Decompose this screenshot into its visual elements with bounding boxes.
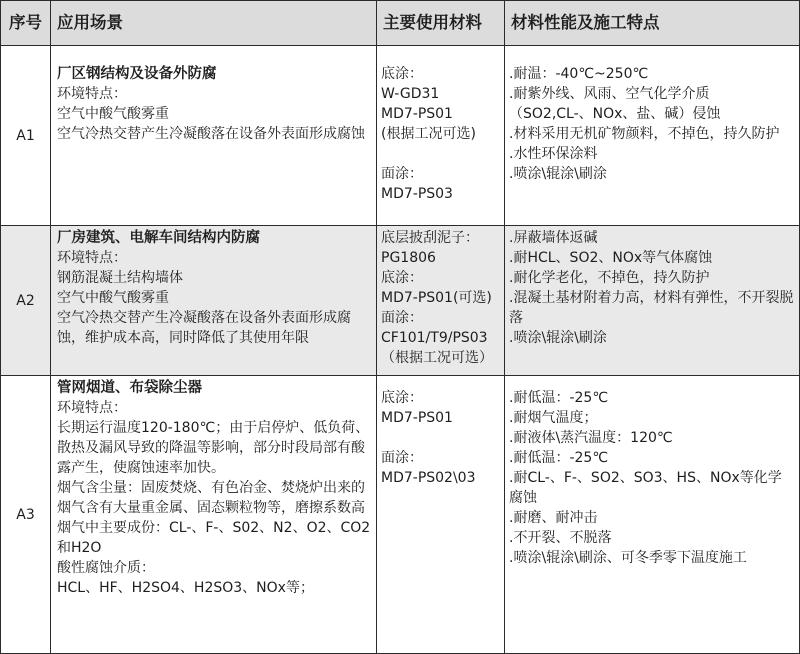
feature-line: （SO2,CL-、NOx、盐、碱）侵蚀 bbox=[509, 106, 721, 122]
scene-line: 空气冷热交替产生冷凝酸落在设备外表面形成腐蚀，维护成本高，同时降低了其使用年限 bbox=[57, 310, 351, 346]
scene-line: 空气中酸气酸雾重 bbox=[57, 106, 169, 122]
table-row bbox=[1, 376, 800, 654]
feature-line: .耐温：-40℃~250℃ bbox=[509, 66, 649, 82]
scene-line: HCL、HF、H2SO4、H2SO3、NOx等； bbox=[57, 580, 314, 596]
row-number: A3 bbox=[1, 376, 51, 654]
feature-line: .耐紫外线、风雨、空气化学介质 bbox=[509, 86, 710, 102]
scene-line: 环境特点： bbox=[57, 250, 127, 266]
material-line: 底涂： bbox=[381, 270, 423, 286]
material-line: 底涂： bbox=[381, 390, 423, 406]
material-cell bbox=[377, 376, 505, 654]
feature-line: .耐低温：-25℃ bbox=[509, 390, 609, 406]
scene-line: 钢筋混凝土结构墙体 bbox=[57, 270, 183, 286]
header-features: 材料性能及施工特点 bbox=[505, 1, 800, 46]
material-line: MD7-PS02\03 bbox=[381, 470, 476, 486]
scene-line: 空气中酸气酸雾重 bbox=[57, 290, 169, 306]
header-row bbox=[1, 1, 800, 46]
material-line: MD7-PS01 bbox=[381, 410, 453, 426]
scene-line: 环境特点： bbox=[57, 400, 127, 416]
header-material: 主要使用材料 bbox=[377, 1, 505, 46]
scene-cell bbox=[51, 226, 377, 376]
header-no: 序号 bbox=[1, 1, 51, 46]
feature-line: .材料采用无机矿物颜料，不掉色，持久防护 bbox=[509, 126, 780, 142]
feature-line: .耐化学老化，不掉色，持久防护 bbox=[509, 270, 710, 286]
scene-cell bbox=[51, 46, 377, 226]
material-line: 底涂： bbox=[381, 66, 423, 82]
row-number: A1 bbox=[1, 46, 51, 226]
feature-line: .耐液体\蒸汽温度：120℃ bbox=[509, 430, 673, 446]
material-line: 面涂： bbox=[381, 310, 423, 326]
scene-title: 厂房建筑、电解车间结构内防腐 bbox=[57, 230, 260, 246]
scene-line: 空气冷热交替产生冷凝酸落在设备外表面形成腐蚀 bbox=[57, 126, 365, 142]
table-row bbox=[1, 226, 800, 376]
feature-line: .不开裂、不脱落 bbox=[509, 530, 612, 546]
material-line: 底层披刮泥子： bbox=[381, 230, 479, 246]
row-number: A2 bbox=[1, 226, 51, 376]
material-line: W-GD31 bbox=[381, 86, 440, 102]
feature-line: .喷涂\辊涂\刷涂 bbox=[509, 330, 607, 346]
features-cell bbox=[505, 46, 800, 226]
material-line: MD7-PS01 bbox=[381, 106, 453, 122]
feature-line: .混凝土基材附着力高，材料有弹性，不开裂脱落 bbox=[509, 290, 794, 326]
scene-line: 烟气含尘量：固废焚烧、有色冶金、焚烧炉出来的烟气含有大量重金属、固态颗粒物等，磨擦系数高 bbox=[57, 480, 365, 516]
feature-line: .屏蔽墙体返碱 bbox=[509, 230, 598, 246]
feature-line: .耐磨、耐冲击 bbox=[509, 510, 598, 526]
feature-line: .水性环保涂料 bbox=[509, 146, 598, 162]
material-cell bbox=[377, 226, 505, 376]
material-line: MD7-PS03 bbox=[381, 186, 453, 202]
scene-title: 管网烟道、布袋除尘器 bbox=[57, 380, 202, 396]
feature-line: .耐CL-、F-、SO2、SO3、HS、NOx等化学腐蚀 bbox=[509, 470, 782, 506]
material-cell bbox=[377, 46, 505, 226]
material-line: （根据工况可选） bbox=[381, 350, 493, 366]
features-cell bbox=[505, 226, 800, 376]
feature-line: .喷涂\辊涂\刷涂 bbox=[509, 166, 607, 182]
scene-cell bbox=[51, 376, 377, 654]
material-line: MD7-PS01(可选) bbox=[381, 290, 492, 306]
scene-line: 环境特点： bbox=[57, 86, 127, 102]
feature-line: .耐低温：-25℃ bbox=[509, 450, 609, 466]
scene-line: 烟气中主要成份：CL-、F-、S02、N2、O2、CO2和H2O bbox=[57, 520, 371, 556]
material-line: (根据工况可选) bbox=[381, 126, 476, 142]
material-line: 面涂： bbox=[381, 450, 423, 466]
header-scene: 应用场景 bbox=[51, 1, 377, 46]
table-row bbox=[1, 46, 800, 226]
feature-line: .喷涂\辊涂\刷涂、可冬季零下温度施工 bbox=[509, 550, 747, 566]
feature-line: .耐HCL、SO2、NOx等气体腐蚀 bbox=[509, 250, 713, 266]
features-cell bbox=[505, 376, 800, 654]
material-line: 面涂： bbox=[381, 166, 423, 182]
scene-line: 长期运行温度120-180℃；由于启停炉、低负荷、散热及漏风导致的降温等影响，部分时段局部有酸露产生，使腐蚀速率加快。 bbox=[57, 420, 370, 476]
scene-title: 厂区钢结构及设备外防腐 bbox=[57, 66, 217, 82]
material-line: PG1806 bbox=[381, 250, 436, 266]
feature-line: .耐烟气温度； bbox=[509, 410, 598, 426]
material-line: CF101/T9/PS03 bbox=[381, 330, 488, 346]
scene-line: 酸性腐蚀介质： bbox=[57, 560, 155, 576]
